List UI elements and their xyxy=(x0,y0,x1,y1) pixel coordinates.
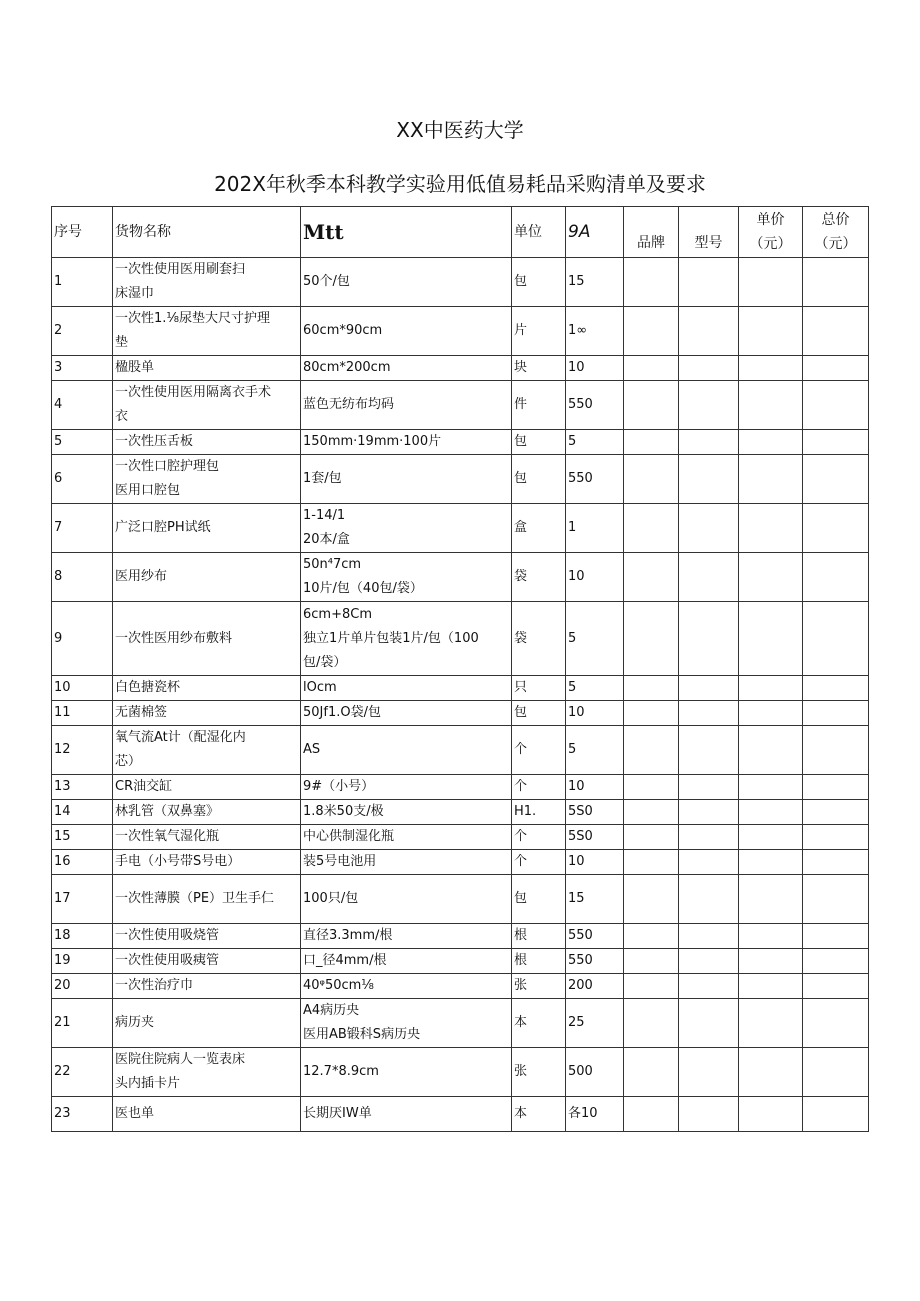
row-brand xyxy=(624,504,679,553)
header-name: 货物名称 xyxy=(113,207,301,258)
table-row xyxy=(52,455,869,504)
row-seq: 10 xyxy=(52,676,113,701)
row-model xyxy=(679,381,739,430)
row-unit-price xyxy=(739,356,803,381)
table-row xyxy=(52,1097,869,1132)
row-seq: 17 xyxy=(52,875,113,924)
row-total-price xyxy=(803,1097,869,1132)
row-unit-price xyxy=(739,974,803,999)
row-brand xyxy=(624,430,679,455)
row-model xyxy=(679,775,739,800)
row-spec: 直径3.3mm∕根 xyxy=(301,924,512,949)
row-seq: 11 xyxy=(52,701,113,726)
row-unit: 包 xyxy=(512,258,566,307)
row-spec: A4病历央 医用AB锻科S病历央 xyxy=(301,999,512,1048)
row-name: 一次性口腔护理包 医用口腔包 xyxy=(113,455,301,504)
row-seq: 7 xyxy=(52,504,113,553)
row-total-price xyxy=(803,999,869,1048)
row-unit-price xyxy=(739,800,803,825)
row-seq: 5 xyxy=(52,430,113,455)
row-model xyxy=(679,1097,739,1132)
row-model xyxy=(679,602,739,676)
row-brand xyxy=(624,356,679,381)
row-qty: 5 xyxy=(566,602,624,676)
row-spec: 100只/包 xyxy=(301,875,512,924)
row-seq: 8 xyxy=(52,553,113,602)
row-unit: 本 xyxy=(512,999,566,1048)
document-subtitle: 202X年秋季本科教学实验用低值易耗品采购清单及要求 xyxy=(214,172,706,196)
row-seq: 20 xyxy=(52,974,113,999)
row-unit-price xyxy=(739,430,803,455)
row-unit-price xyxy=(739,307,803,356)
row-total-price xyxy=(803,676,869,701)
row-brand xyxy=(624,602,679,676)
row-name: 手电（小号带S号电） xyxy=(113,850,301,875)
row-model xyxy=(679,504,739,553)
row-total-price xyxy=(803,726,869,775)
row-unit: 块 xyxy=(512,356,566,381)
row-spec: 6cm+8Cm 独立1片单片包装1片/包（100 包/袋） xyxy=(301,602,512,676)
row-model xyxy=(679,430,739,455)
row-brand xyxy=(624,775,679,800)
row-seq: 22 xyxy=(52,1048,113,1097)
row-brand xyxy=(624,850,679,875)
row-model xyxy=(679,800,739,825)
row-seq: 19 xyxy=(52,949,113,974)
table-row xyxy=(52,356,869,381)
row-total-price xyxy=(803,850,869,875)
row-spec: 装5号电池用 xyxy=(301,850,512,875)
row-unit: 个 xyxy=(512,775,566,800)
row-spec: 50n⁴7cm 10片/包（40包/袋） xyxy=(301,553,512,602)
row-brand xyxy=(624,924,679,949)
table-row xyxy=(52,726,869,775)
row-brand xyxy=(624,999,679,1048)
row-unit-price xyxy=(739,875,803,924)
row-model xyxy=(679,999,739,1048)
row-unit: 件 xyxy=(512,381,566,430)
row-unit: 片 xyxy=(512,307,566,356)
row-spec: 150mm·19mm·100片 xyxy=(301,430,512,455)
row-model xyxy=(679,974,739,999)
row-brand xyxy=(624,974,679,999)
row-total-price xyxy=(803,949,869,974)
row-total-price xyxy=(803,430,869,455)
row-brand xyxy=(624,800,679,825)
row-unit: 本 xyxy=(512,1097,566,1132)
row-model xyxy=(679,1048,739,1097)
table-row xyxy=(52,381,869,430)
row-unit-price xyxy=(739,602,803,676)
table-row xyxy=(52,602,869,676)
row-qty: 15 xyxy=(566,875,624,924)
row-name: 一次性氧气湿化瓶 xyxy=(113,825,301,850)
row-unit: 只 xyxy=(512,676,566,701)
row-unit: 盒 xyxy=(512,504,566,553)
row-name: 一次性薄膜（PE）卫生手仁 xyxy=(113,875,301,924)
row-unit-price xyxy=(739,676,803,701)
row-spec: 9#（小号） xyxy=(301,775,512,800)
table-row xyxy=(52,430,869,455)
header-row xyxy=(52,207,869,258)
row-model xyxy=(679,949,739,974)
table-row xyxy=(52,307,869,356)
row-unit-price xyxy=(739,999,803,1048)
row-total-price xyxy=(803,775,869,800)
row-name: 林乳管（双鼻塞》 xyxy=(113,800,301,825)
row-unit-price xyxy=(739,924,803,949)
row-spec: 1套/包 xyxy=(301,455,512,504)
header-brand: 品牌 xyxy=(624,207,679,258)
row-qty: 10 xyxy=(566,356,624,381)
table-row xyxy=(52,775,869,800)
row-model xyxy=(679,307,739,356)
row-qty: 5 xyxy=(566,676,624,701)
row-unit-price xyxy=(739,381,803,430)
row-seq: 13 xyxy=(52,775,113,800)
row-unit-price xyxy=(739,949,803,974)
row-qty: 5S0 xyxy=(566,825,624,850)
header-model: 型号 xyxy=(679,207,739,258)
row-model xyxy=(679,553,739,602)
row-name: 病历夹 xyxy=(113,999,301,1048)
row-name: 一次性使用医用刷套扫 床湿巾 xyxy=(113,258,301,307)
table-row xyxy=(52,875,869,924)
row-brand xyxy=(624,381,679,430)
row-unit: 袋 xyxy=(512,602,566,676)
row-unit: 个 xyxy=(512,850,566,875)
row-qty: 550 xyxy=(566,455,624,504)
row-brand xyxy=(624,258,679,307)
row-unit-price xyxy=(739,455,803,504)
table-row xyxy=(52,850,869,875)
row-unit-price xyxy=(739,258,803,307)
row-spec: 1-14/1 20本/盒 xyxy=(301,504,512,553)
row-name: 楹股单 xyxy=(113,356,301,381)
table-row xyxy=(52,825,869,850)
row-spec: 1.8米50支/极 xyxy=(301,800,512,825)
table-row xyxy=(52,504,869,553)
row-unit: 张 xyxy=(512,1048,566,1097)
row-unit-price xyxy=(739,1097,803,1132)
row-spec: 60cm*90cm xyxy=(301,307,512,356)
row-spec: lOcm xyxy=(301,676,512,701)
row-total-price xyxy=(803,258,869,307)
row-name: 白色搪瓷杯 xyxy=(113,676,301,701)
row-qty: 200 xyxy=(566,974,624,999)
row-brand xyxy=(624,676,679,701)
table-row xyxy=(52,974,869,999)
row-spec: AS xyxy=(301,726,512,775)
row-total-price xyxy=(803,553,869,602)
row-total-price xyxy=(803,307,869,356)
row-qty: 10 xyxy=(566,701,624,726)
header-unit-price: 单价 （元） xyxy=(739,207,803,258)
row-unit: 根 xyxy=(512,949,566,974)
row-seq: 1 xyxy=(52,258,113,307)
row-seq: 2 xyxy=(52,307,113,356)
row-name: 无菌棉签 xyxy=(113,701,301,726)
row-seq: 21 xyxy=(52,999,113,1048)
row-unit-price xyxy=(739,701,803,726)
row-name: 一次性压舌板 xyxy=(113,430,301,455)
row-seq: 15 xyxy=(52,825,113,850)
row-total-price xyxy=(803,875,869,924)
row-model xyxy=(679,825,739,850)
table-row xyxy=(52,258,869,307)
row-seq: 23 xyxy=(52,1097,113,1132)
row-unit-price xyxy=(739,850,803,875)
row-qty: 15 xyxy=(566,258,624,307)
row-unit-price xyxy=(739,553,803,602)
row-model xyxy=(679,850,739,875)
row-name: 医也单 xyxy=(113,1097,301,1132)
row-name: 氧气流At计（配湿化内 芯） xyxy=(113,726,301,775)
table-row xyxy=(52,924,869,949)
row-qty: 各10 xyxy=(566,1097,624,1132)
row-unit: 个 xyxy=(512,726,566,775)
header-unit: 单位 xyxy=(512,207,566,258)
row-model xyxy=(679,258,739,307)
row-spec: 蓝色无纺布均码 xyxy=(301,381,512,430)
table-row xyxy=(52,949,869,974)
row-unit-price xyxy=(739,726,803,775)
row-qty: 10 xyxy=(566,850,624,875)
row-total-price xyxy=(803,504,869,553)
table-row xyxy=(52,553,869,602)
row-seq: 18 xyxy=(52,924,113,949)
row-spec: 80cm*200cm xyxy=(301,356,512,381)
row-model xyxy=(679,924,739,949)
row-brand xyxy=(624,307,679,356)
row-spec: 50Jf1.O袋/包 xyxy=(301,701,512,726)
row-name: CR油交缸 xyxy=(113,775,301,800)
row-brand xyxy=(624,553,679,602)
header-qty: 9A xyxy=(566,207,624,258)
row-model xyxy=(679,455,739,504)
row-seq: 16 xyxy=(52,850,113,875)
row-model xyxy=(679,875,739,924)
row-qty: 500 xyxy=(566,1048,624,1097)
table-row xyxy=(52,676,869,701)
row-seq: 9 xyxy=(52,602,113,676)
row-name: 一次性使用吸烧管 xyxy=(113,924,301,949)
row-model xyxy=(679,701,739,726)
table-row xyxy=(52,800,869,825)
row-spec: 12.7*8.9cm xyxy=(301,1048,512,1097)
row-total-price xyxy=(803,825,869,850)
header-spec: Mtt xyxy=(301,207,512,258)
row-unit: 包 xyxy=(512,701,566,726)
row-name: 一次性1.⅛尿垫大尺寸护理 垫 xyxy=(113,307,301,356)
row-qty: 1∞ xyxy=(566,307,624,356)
row-unit-price xyxy=(739,1048,803,1097)
document-title: XX中医药大学 xyxy=(396,118,524,142)
row-unit: 包 xyxy=(512,875,566,924)
row-name: 广泛口腔PH试纸 xyxy=(113,504,301,553)
row-unit: 张 xyxy=(512,974,566,999)
row-qty: 5 xyxy=(566,430,624,455)
row-brand xyxy=(624,875,679,924)
row-brand xyxy=(624,949,679,974)
row-seq: 3 xyxy=(52,356,113,381)
row-name: 医用纱布 xyxy=(113,553,301,602)
row-unit: 包 xyxy=(512,455,566,504)
procurement-table xyxy=(51,206,869,1132)
row-name: 医院住院病人一览表床 头内插卡片 xyxy=(113,1048,301,1097)
table-row xyxy=(52,999,869,1048)
row-total-price xyxy=(803,974,869,999)
row-qty: 25 xyxy=(566,999,624,1048)
row-total-price xyxy=(803,455,869,504)
row-spec: 口_径4mm∕根 xyxy=(301,949,512,974)
row-seq: 4 xyxy=(52,381,113,430)
header-total-price: 总价 （元） xyxy=(803,207,869,258)
row-total-price xyxy=(803,1048,869,1097)
row-unit-price xyxy=(739,504,803,553)
row-spec: 40ᵠ50cm⅛ xyxy=(301,974,512,999)
row-total-price xyxy=(803,800,869,825)
row-model xyxy=(679,726,739,775)
row-qty: 550 xyxy=(566,924,624,949)
row-name: 一次性使用医用隔离衣手术 衣 xyxy=(113,381,301,430)
row-name: 一次性治疗巾 xyxy=(113,974,301,999)
row-qty: 5S0 xyxy=(566,800,624,825)
row-unit: 袋 xyxy=(512,553,566,602)
row-unit: 包 xyxy=(512,430,566,455)
header-seq: 序号 xyxy=(52,207,113,258)
row-model xyxy=(679,676,739,701)
row-total-price xyxy=(803,701,869,726)
row-model xyxy=(679,356,739,381)
row-unit: 根 xyxy=(512,924,566,949)
row-spec: 50个/包 xyxy=(301,258,512,307)
row-unit: H1. xyxy=(512,800,566,825)
row-name: 一次性使用吸痍管 xyxy=(113,949,301,974)
row-brand xyxy=(624,701,679,726)
row-brand xyxy=(624,726,679,775)
table-row xyxy=(52,701,869,726)
row-qty: 5 xyxy=(566,726,624,775)
row-seq: 12 xyxy=(52,726,113,775)
row-total-price xyxy=(803,924,869,949)
row-seq: 6 xyxy=(52,455,113,504)
row-spec: 长期厌IW单 xyxy=(301,1097,512,1132)
row-brand xyxy=(624,1097,679,1132)
row-unit: 个 xyxy=(512,825,566,850)
row-qty: 10 xyxy=(566,775,624,800)
row-name: 一次性医用纱布敷料 xyxy=(113,602,301,676)
row-qty: 10 xyxy=(566,553,624,602)
row-brand xyxy=(624,825,679,850)
row-seq: 14 xyxy=(52,800,113,825)
table-row xyxy=(52,1048,869,1097)
row-total-price xyxy=(803,381,869,430)
row-brand xyxy=(624,1048,679,1097)
row-qty: 1 xyxy=(566,504,624,553)
row-unit-price xyxy=(739,775,803,800)
row-total-price xyxy=(803,602,869,676)
row-spec: 中心供制湿化瓶 xyxy=(301,825,512,850)
row-brand xyxy=(624,455,679,504)
row-unit-price xyxy=(739,825,803,850)
row-total-price xyxy=(803,356,869,381)
row-qty: 550 xyxy=(566,381,624,430)
row-qty: 550 xyxy=(566,949,624,974)
